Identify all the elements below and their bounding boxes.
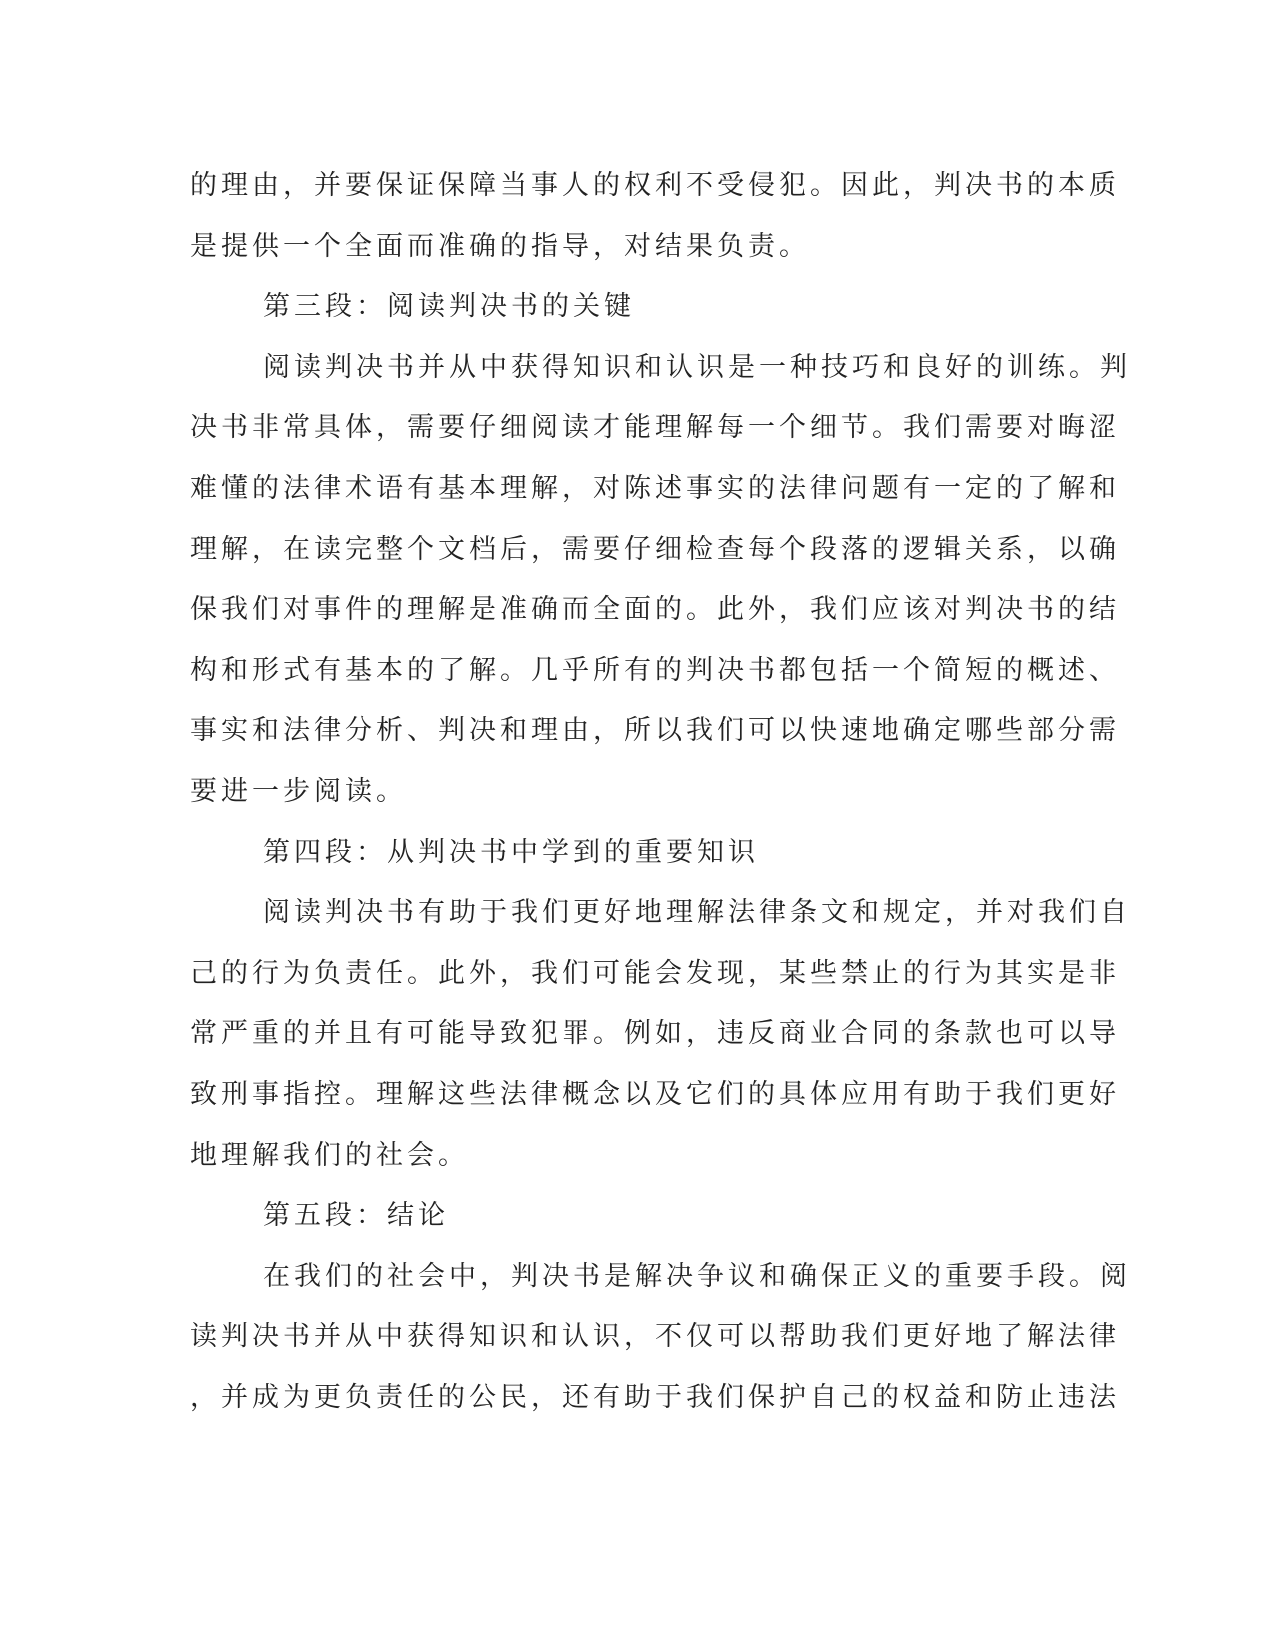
paragraph-line: 理解，在读完整个文档后，需要仔细检查每个段落的逻辑关系，以确 xyxy=(190,533,1120,565)
paragraph-line: 常严重的并且有可能导致犯罪。例如，违反商业合同的条款也可以导 xyxy=(190,1018,1120,1050)
paragraph-line: 读判决书并从中获得知识和认识，不仅可以帮助我们更好地了解法律 xyxy=(190,1321,1120,1353)
paragraph-line: 是提供一个全面而准确的指导，对结果负责。 xyxy=(190,230,810,262)
paragraph-line: 己的行为负责任。此外，我们可能会发现，某些禁止的行为其实是非 xyxy=(190,957,1120,989)
section-heading: 第五段：结论 xyxy=(263,1200,449,1232)
paragraph-line: 要进一步阅读。 xyxy=(190,775,407,807)
paragraph-line: 决书非常具体，需要仔细阅读才能理解每一个细节。我们需要对晦涩 xyxy=(190,412,1120,444)
paragraph-line: 阅读判决书并从中获得知识和认识是一种技巧和良好的训练。判 xyxy=(263,351,1131,383)
paragraph-line: 致刑事指控。理解这些法律概念以及它们的具体应用有助于我们更好 xyxy=(190,1078,1120,1110)
section-heading: 第三段：阅读判决书的关键 xyxy=(263,291,635,323)
paragraph-line: 的理由，并要保证保障当事人的权利不受侵犯。因此，判决书的本质 xyxy=(190,170,1120,201)
section-heading: 第四段：从判决书中学到的重要知识 xyxy=(263,836,759,868)
paragraph-line: 难懂的法律术语有基本理解，对陈述事实的法律问题有一定的了解和 xyxy=(190,472,1120,504)
paragraph-line: 保我们对事件的理解是准确而全面的。此外，我们应该对判决书的结 xyxy=(190,594,1120,626)
paragraph-line: 构和形式有基本的了解。几乎所有的判决书都包括一个简短的概述、 xyxy=(190,654,1120,686)
paragraph-line: 事实和法律分析、判决和理由，所以我们可以快速地确定哪些部分需 xyxy=(190,715,1120,747)
paragraph-line: ，并成为更负责任的公民，还有助于我们保护自己的权益和防止违法 xyxy=(190,1381,1120,1413)
paragraph-line: 在我们的社会中，判决书是解决争议和确保正义的重要手段。阅 xyxy=(263,1260,1131,1292)
paragraph-line: 阅读判决书有助于我们更好地理解法律条文和规定，并对我们自 xyxy=(263,897,1131,929)
document-body xyxy=(190,156,1131,1428)
paragraph-line: 地理解我们的社会。 xyxy=(190,1139,469,1171)
